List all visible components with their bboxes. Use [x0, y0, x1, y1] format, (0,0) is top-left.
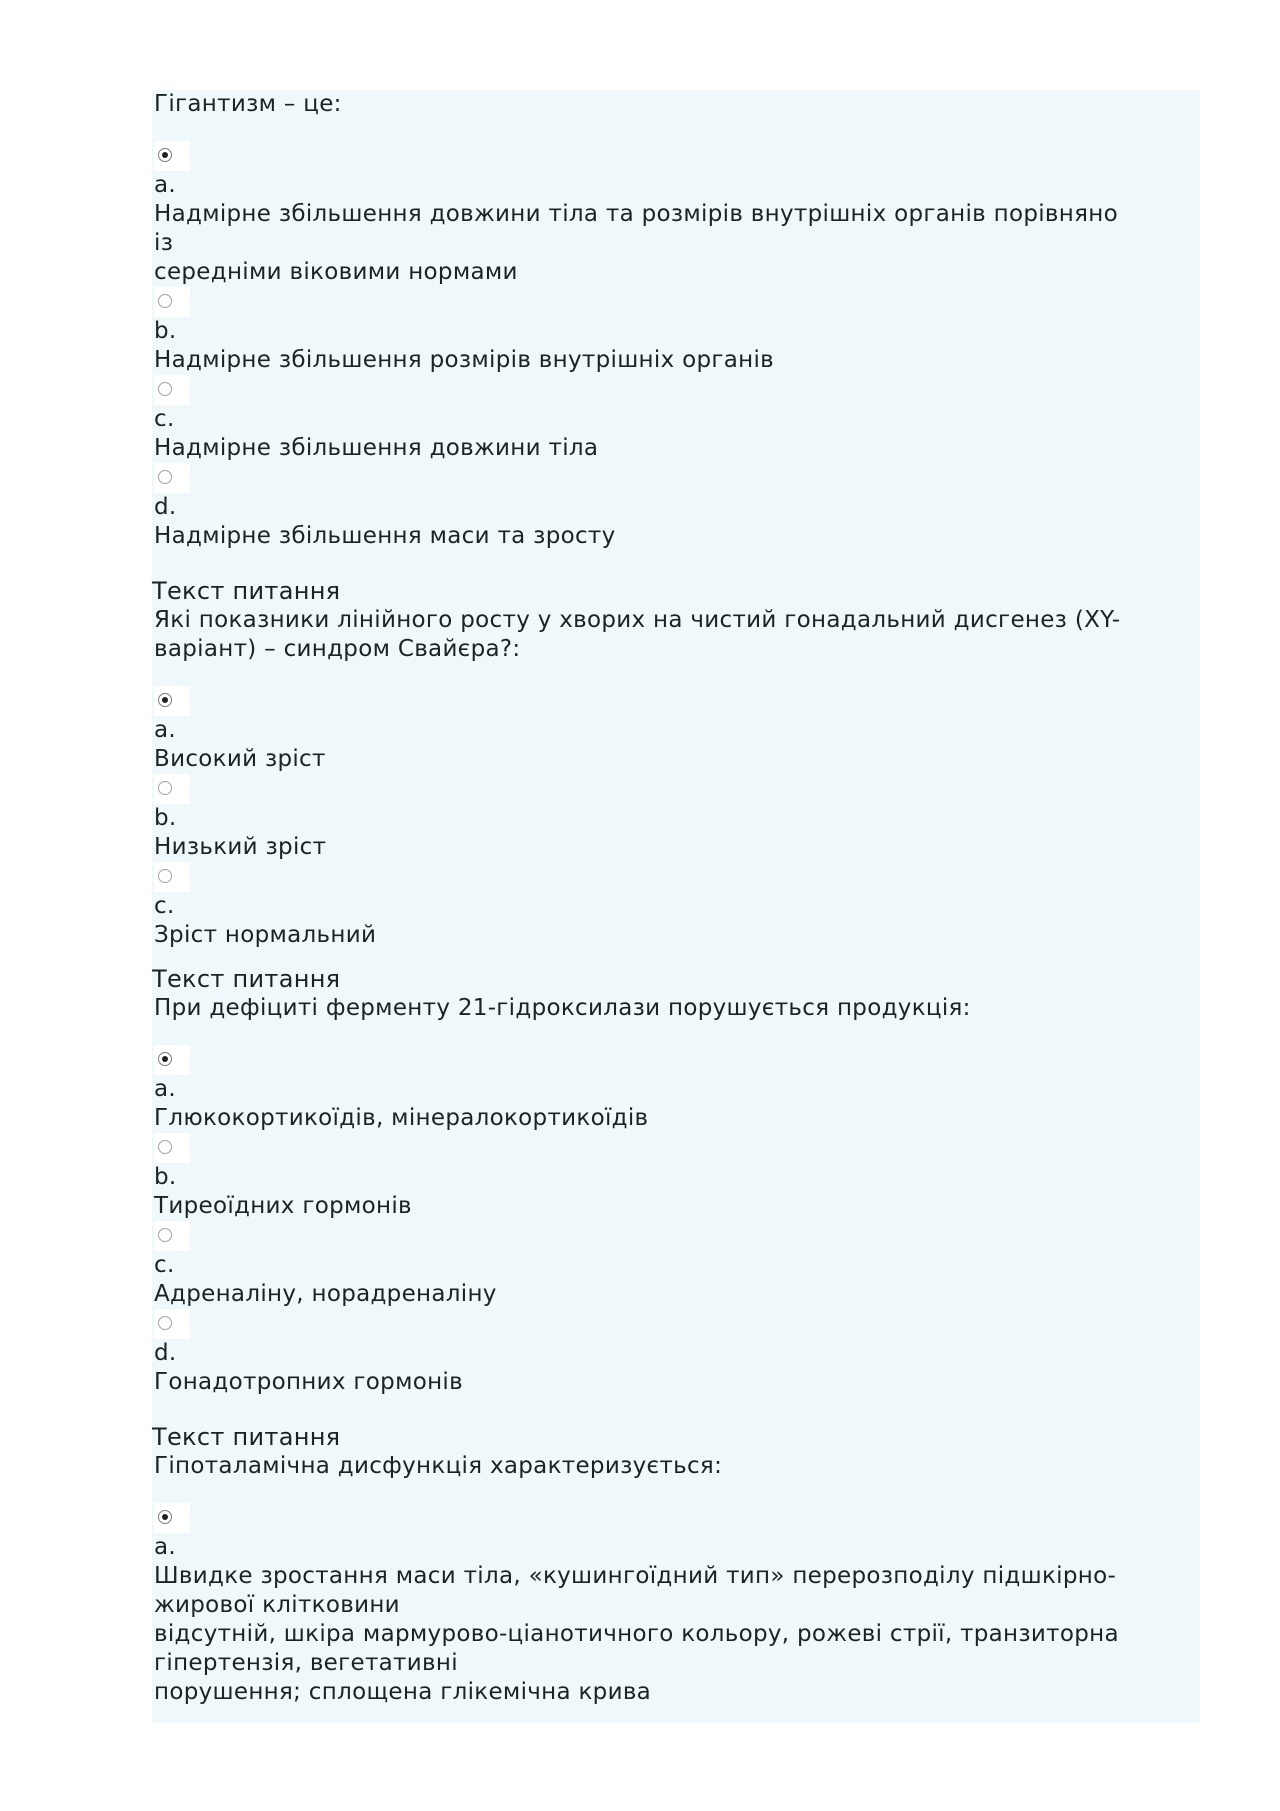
option-a-radio[interactable]: [154, 1045, 190, 1075]
option-text: Надмірне збільшення довжини тіла та розмірів внутрішніх органів порівняно: [154, 201, 1118, 227]
option-letter: c.: [154, 406, 175, 432]
radio-icon: [158, 294, 172, 308]
option-text: Низький зріст: [154, 834, 327, 860]
option-text: жирової клітковини: [154, 1592, 400, 1618]
option-text: Високий зріст: [154, 746, 326, 772]
option-letter: b.: [154, 805, 177, 831]
option-c-radio[interactable]: [154, 862, 190, 892]
option-b-radio[interactable]: [154, 1133, 190, 1163]
option-b-radio[interactable]: [154, 287, 190, 317]
option-text: відсутній, шкіра мармурово-ціанотичного кольору, рожеві стрії, транзиторна: [154, 1621, 1119, 1647]
question-3: [152, 950, 1200, 1408]
option-text: гіпертензія, вегетативні: [154, 1650, 458, 1676]
radio-checked-icon: [158, 693, 172, 707]
radio-checked-icon: [158, 1052, 172, 1066]
option-text: Надмірне збільшення розмірів внутрішніх органів: [154, 347, 775, 373]
option-d-radio[interactable]: [154, 1309, 190, 1339]
option-letter: a.: [154, 172, 177, 198]
option-letter: b.: [154, 1164, 177, 1190]
option-letter: a.: [154, 1076, 177, 1102]
radio-checked-icon: [158, 148, 172, 162]
option-text: Надмірне збільшення маси та зросту: [154, 523, 616, 549]
radio-icon: [158, 1316, 172, 1330]
option-text: середніми віковими нормами: [154, 259, 518, 285]
option-text: Адреналіну, норадреналіну: [154, 1281, 497, 1307]
question-prompt: варіант) – синдром Свайєра?:: [154, 636, 521, 662]
option-a-radio[interactable]: [154, 141, 190, 171]
option-c-radio[interactable]: [154, 375, 190, 405]
option-c-radio[interactable]: [154, 1221, 190, 1251]
option-text: Зріст нормальний: [154, 922, 377, 948]
radio-icon: [158, 382, 172, 396]
option-letter: a.: [154, 1534, 177, 1560]
option-letter: d.: [154, 1340, 177, 1366]
option-b-radio[interactable]: [154, 774, 190, 804]
question-prompt: При дефіциті ферменту 21-гідроксилази порушується продукція:: [154, 995, 971, 1021]
question-4: [152, 1408, 1200, 1723]
question-heading: Текст питання: [152, 965, 341, 993]
option-letter: c.: [154, 1252, 175, 1278]
radio-icon: [158, 1228, 172, 1242]
radio-checked-icon: [158, 1510, 172, 1524]
option-text: Гонадотропних гормонів: [154, 1369, 463, 1395]
option-letter: c.: [154, 893, 175, 919]
option-d-radio[interactable]: [154, 463, 190, 493]
option-text: Глюкокортикоїдів, мінералокортикоїдів: [154, 1105, 649, 1131]
question-prompt: Гігантизм – це:: [154, 91, 342, 117]
radio-icon: [158, 781, 172, 795]
option-text: із: [154, 230, 174, 256]
question-prompt: Які показники лінійного росту у хворих на чистий гонадальний дисгенез (XY-: [154, 607, 1121, 633]
option-text: Швидке зростання маси тіла, «кушингоїдний тип» перерозподілу підшкірно-: [154, 1563, 1117, 1589]
option-letter: a.: [154, 717, 177, 743]
option-a-radio[interactable]: [154, 686, 190, 716]
radio-icon: [158, 1140, 172, 1154]
option-text: Надмірне збільшення довжини тіла: [154, 435, 599, 461]
option-a-radio[interactable]: [154, 1503, 190, 1533]
question-2: [152, 562, 1200, 950]
radio-icon: [158, 869, 172, 883]
option-text: Тиреоїдних гормонів: [154, 1193, 412, 1219]
option-text: порушення; сплощена глікемічна крива: [154, 1679, 652, 1705]
option-letter: d.: [154, 494, 177, 520]
question-heading: Текст питання: [152, 1423, 341, 1451]
question-prompt: Гіпоталамічна дисфункція характеризується:: [154, 1453, 723, 1479]
question-1: [152, 90, 1200, 562]
option-letter: b.: [154, 318, 177, 344]
question-heading: Текст питання: [152, 577, 341, 605]
radio-icon: [158, 470, 172, 484]
